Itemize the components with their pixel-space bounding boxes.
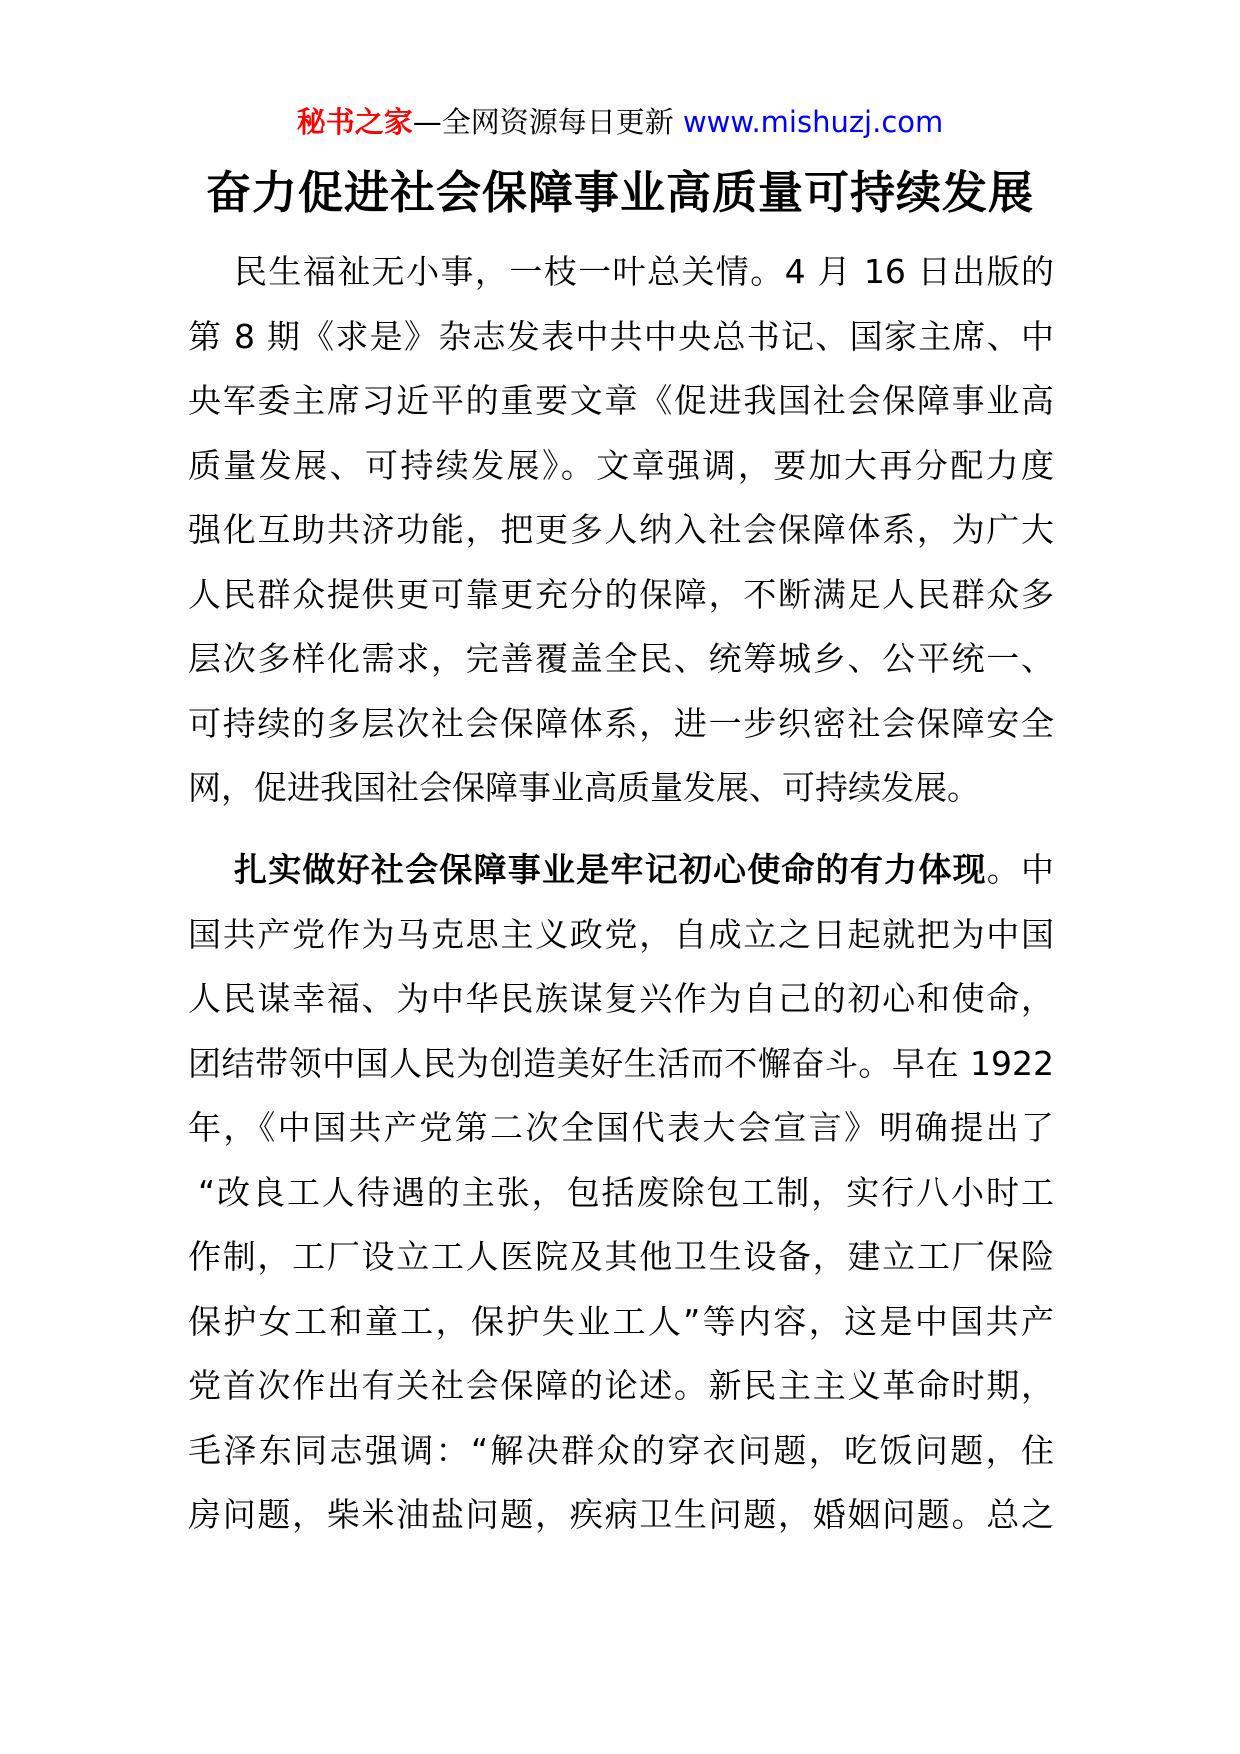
paragraph-line: 年，《中国共产党第二次全国代表大会宣言》明确提出了 — [188, 1108, 1054, 1147]
paragraph-line: 央军委主席习近平的重要文章《促进我国社会保障事业高 — [188, 381, 1054, 420]
paragraph-line: 强化互助共济功能，把更多人纳入社会保障体系，为广大 — [188, 510, 1054, 549]
paragraph-line: 第 8 期《求是》杂志发表中共中央总书记、国家主席、中 — [188, 316, 1054, 356]
site-url-link[interactable]: www.mishuzj.com — [682, 105, 944, 139]
paragraph-line: 网，促进我国社会保障事业高质量发展、可持续发展。 — [188, 768, 980, 807]
brand-name: 秘书之家 — [296, 105, 413, 139]
paragraph-line: 国共产党作为马克思主义政党，自成立之日起就把为中国 — [188, 914, 1054, 954]
paragraph-line: 民生福祉无小事，一枝一叶总关情。4 月 16 日出版的 — [234, 252, 1054, 291]
document-title: 奋力促进社会保障事业高质量可持续发展 — [205, 166, 1034, 219]
paragraph-line: 党首次作出有关社会保障的论述。新民主主义革命时期， — [188, 1366, 1054, 1405]
paragraph-line: 作制，工厂设立工人医院及其他卫生设备，建立工厂保险 — [188, 1237, 1054, 1276]
paragraph-line: 毛泽东同志强调：“解决群众的穿衣问题，吃饭问题，住 — [188, 1430, 1054, 1470]
header-tagline: —全网资源每日更新 — [412, 105, 674, 139]
paragraph-line: “改良工人待遇的主张，包括废除包工制，实行八小时工 — [198, 1172, 1054, 1212]
paragraph-lead-tail: 。中 — [986, 850, 1055, 889]
paragraph-line: 质量发展、可持续发展》。文章强调，要加大再分配力度 — [188, 445, 1054, 485]
paragraph-line: 可持续的多层次社会保障体系，进一步织密社会保障安全 — [188, 703, 1054, 743]
paragraph-line: 层次多样化需求，完善覆盖全民、统筹城乡、公平统一、 — [188, 639, 1054, 678]
paragraph-line: 团结带领中国人民为创造美好生活而不懈奋斗。早在 1922 — [188, 1043, 1054, 1083]
paragraph-line: 房问题，柴米油盐问题，疾病卫生问题，婚姻问题。总之 — [188, 1495, 1054, 1534]
paragraph-first-line — [188, 838, 1054, 903]
paragraph-line: 人民群众提供更可靠更充分的保障，不断满足人民群众多 — [188, 574, 1054, 614]
paragraph-line: 人民谋幸福、为中华民族谋复兴作为自己的初心和使命， — [188, 979, 1054, 1018]
paragraph-2 — [188, 838, 1054, 1548]
site-header — [0, 100, 1240, 144]
section-lead-heading: 扎实做好社会保障事业是牢记初心使命的有力体现 — [234, 850, 987, 889]
paragraph-line: 保护女工和童工，保护失业工人”等内容，这是中国共产 — [188, 1301, 1054, 1341]
paragraph-1 — [188, 240, 1054, 821]
